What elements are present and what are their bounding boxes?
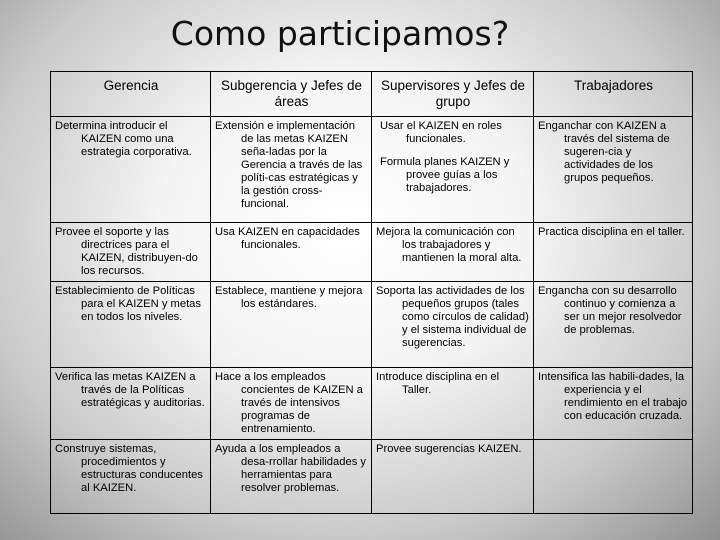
header-supervisores: Supervisores y Jefes de grupo <box>372 72 534 117</box>
cell-gerencia: Verifica las metas KAIZEN a través de la Políticas estratégicas y auditorias. <box>51 368 211 440</box>
cell-subgerencia: Hace a los empleados concientes de KAIZEN a través de intensivos programas de entrenamiento. <box>211 368 372 440</box>
cell-gerencia: Construye sistemas, procedimientos y estructuras conducentes al KAIZEN. <box>51 440 211 514</box>
cell-supervisores: Provee sugerencias KAIZEN. <box>372 440 534 514</box>
cell-trabajadores: Engancha con su desarrollo continuo y comienza a ser un mejor resolvedor de problemas. <box>534 282 693 368</box>
cell-trabajadores <box>534 440 693 514</box>
table-row <box>51 282 693 368</box>
cell-subgerencia: Extensión e implementación de las metas KAIZEN seña-ladas por la Gerencia a través de las políti-cas estratégicas y la gestión cross-funcional. <box>211 117 372 223</box>
table-row <box>51 368 693 440</box>
cell-supervisores <box>372 117 534 223</box>
cell-gerencia: Determina introducir el KAIZEN como una estrategia corporativa. <box>51 117 211 223</box>
cell-subgerencia: Usa KAIZEN en capacidades funcionales. <box>211 223 372 282</box>
cell-supervisores-line-1: Usar el KAIZEN en roles funcionales. <box>380 120 502 145</box>
cell-subgerencia: Establece, mantiene y mejora los estándares. <box>211 282 372 368</box>
cell-supervisores: Soporta las actividades de los pequeños grupos (tales como círculos de calidad) y el sistema individual de sugerencias. <box>372 282 534 368</box>
cell-subgerencia: Ayuda a los empleados a desa-rrollar habilidades y herramientas para resolver problemas. <box>211 440 372 514</box>
cell-trabajadores: Enganchar con KAIZEN a través del sistema de sugeren-cia y actividades de los grupos pequeños. <box>534 117 693 223</box>
table-header-row <box>51 72 693 117</box>
header-trabajadores: Trabajadores <box>534 72 693 117</box>
header-subgerencia: Subgerencia y Jefes de áreas <box>211 72 372 117</box>
cell-supervisores: Mejora la comunicación con los trabajadores y mantienen la moral alta. <box>372 223 534 282</box>
header-gerencia: Gerencia <box>51 72 211 117</box>
cell-gerencia: Provee el soporte y las directrices para el KAIZEN, distribuyen-do los recursos. <box>51 223 211 282</box>
table-row <box>51 223 693 282</box>
participation-table <box>50 71 693 514</box>
slide-title: Como participamos? <box>170 14 510 53</box>
cell-trabajadores: Intensifica las habili-dades, la experiencia y el rendimiento en el trabajo con educación cruzada. <box>534 368 693 440</box>
cell-supervisores: Introduce disciplina en el Taller. <box>372 368 534 440</box>
cell-gerencia: Establecimiento de Políticas para el KAIZEN y metas en todos los niveles. <box>51 282 211 368</box>
cell-trabajadores: Practica disciplina en el taller. <box>534 223 693 282</box>
table-row <box>51 440 693 514</box>
table-row <box>51 117 693 223</box>
cell-supervisores-line-2: Formula planes KAIZEN y provee guías a los trabajadores. <box>380 156 510 194</box>
